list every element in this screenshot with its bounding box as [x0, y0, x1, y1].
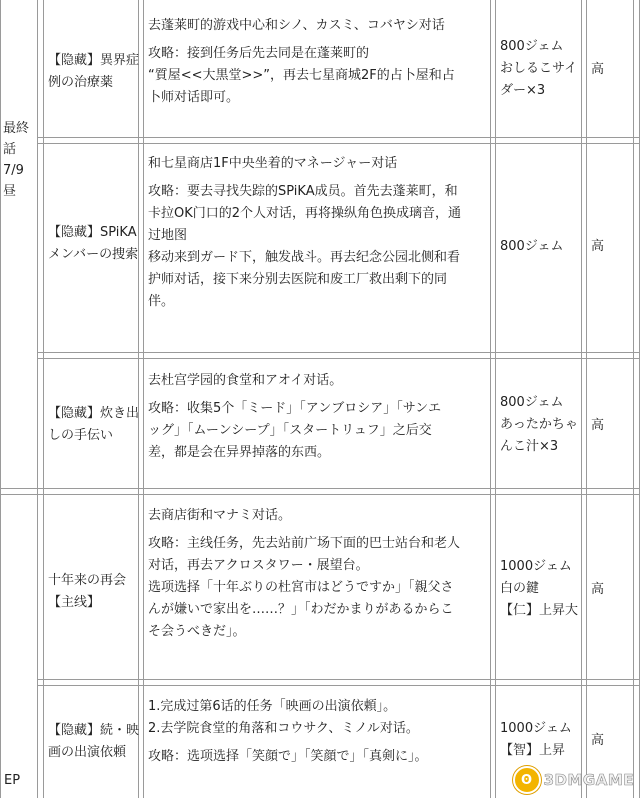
3dm-logo-icon: ʘ [513, 766, 541, 794]
quest-detail: 去杜宫学园的食堂和アオイ对话。 攻略：收集5个「ミード」「アンブロシア」「サンエ ッグ」「ムーンシープ」「スタートリュフ」之后交 差，都是会在异界掉落的东西。 [148, 373, 442, 460]
row-border [37, 143, 640, 144]
quest-detail: 1.完成过第6话的任务「映画の出演依頼」。 2.去学院食堂的角落和コウサク、ミノル对话。 攻略：选项选择「笑顔で」「笑顔で」「真剣に」。 [148, 699, 428, 764]
quest-name: 十年来の再会 【主线】 [48, 573, 127, 610]
chapter-text: 最終 [3, 121, 30, 136]
row-border [37, 352, 640, 353]
quest-difficulty: 高 [591, 62, 605, 77]
quest-reward: 800ジェム あったかちゃ んこ汁×3 [500, 395, 578, 454]
quest-difficulty: 高 [591, 733, 605, 748]
quest-detail: 去蓬莱町的游戏中心和シノ、カスミ、コバヤシ对话 攻略：接到任务后先去同是在蓬莱町的 “質屋<<大黒堂>>”，再去七星商城2F的占卜屋和占 卜师对话即可。 [148, 18, 455, 105]
chapter-text: EP [4, 773, 21, 788]
quest-detail: 去商店街和マナミ对话。 攻略：主线任务，先去站前广场下面的巴士站台和老人 对话，再去アクロスタワー・展望台。 选项选择「十年ぶりの杜宮市はどうですか」「親父さ んが嫌いで家出を……？」「わだかまりがあるからこ そ会うべきだ」。 [148, 508, 461, 639]
watermark [513, 766, 634, 794]
quest-name: 【隐藏】SPiKA メンバーの捜索 [48, 225, 139, 262]
quest-reward: 1000ジェム 白の鍵 【仁】上昇大 [500, 559, 579, 618]
table-border [0, 0, 1, 798]
quest-name: 【隐藏】異界症 例の治療薬 [48, 53, 140, 90]
chapter-text: 話 [3, 142, 17, 157]
chapter-text: 7/9 [3, 163, 24, 178]
chapter-label [4, 770, 38, 791]
quest-reward: 800ジェム [500, 239, 564, 254]
quest-difficulty: 高 [591, 418, 605, 433]
watermark-text: 3DMGAME [543, 771, 634, 789]
chapter-label [3, 118, 37, 202]
quest-detail: 和七星商店1F中央坐着的マネージャー对话 攻略：要去寻找失踪的SPiKA成员。首先去蓬莱町，和 卡拉OK门口的2个人对话，再将操纵角色换成璃音，通 过地图 移动来到ガード下，触发战斗。再去纪念公园北侧和看 护师对话，接下来分别去医院和废工厂救出剩下的同 伴。 [148, 156, 462, 309]
row-border [37, 685, 640, 686]
row-border [0, 494, 640, 495]
chapter-text: 昼 [3, 184, 17, 199]
quest-difficulty: 高 [591, 239, 605, 254]
quest-reward: 1000ジェム 【智】上昇 [500, 721, 572, 758]
quest-reward: 800ジェム おしるこサイ ダー×3 [500, 39, 578, 98]
row-border [0, 488, 640, 489]
quest-name: 【隐藏】炊き出 しの手伝い [48, 406, 140, 443]
row-border [37, 679, 640, 680]
row-border [37, 358, 640, 359]
quest-difficulty: 高 [591, 582, 605, 597]
row-border [37, 137, 640, 138]
quest-name: 【隐藏】続・映 画の出演依頼 [48, 723, 140, 760]
